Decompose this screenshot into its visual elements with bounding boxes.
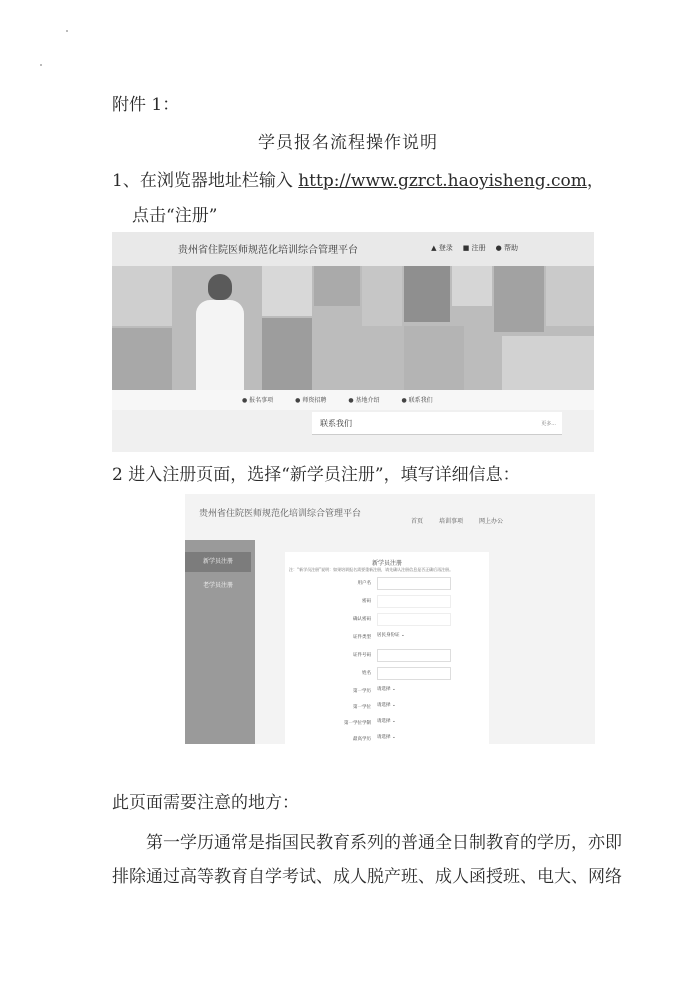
site-title: 贵州省住院医师规范化培训综合管理平台 [178, 245, 358, 256]
help-link[interactable]: ● 帮助 [495, 244, 518, 252]
chevron-down-icon: ⌄ [391, 719, 396, 724]
form-row [285, 612, 489, 628]
chevron-down-icon: ⌄ [391, 735, 396, 740]
field-label: 确认密码 [353, 617, 371, 622]
scan-mark [40, 64, 42, 66]
login-link[interactable]: ▲ 登录 [431, 244, 453, 252]
form-row [285, 594, 489, 610]
form-title: 新学员注册 [371, 560, 402, 567]
site-header [112, 232, 594, 266]
step1-prefix: 1、在浏览器地址栏输入 [112, 171, 299, 191]
step1-url-link[interactable]: http://www.gzrct.haoyisheng.com [298, 171, 587, 191]
nav-office[interactable]: 网上办公 [479, 518, 504, 525]
first-degree-select[interactable]: 请选择 ⌄ [377, 703, 396, 708]
top-nav [411, 516, 503, 525]
field-label: 姓名 [362, 671, 371, 676]
register-link[interactable]: ■ 注册 [462, 244, 486, 252]
sidebar [185, 540, 255, 744]
highest-education-select[interactable]: 请选择 ⌄ [377, 735, 396, 740]
step1-suffix: ， [586, 171, 604, 191]
user-icon: ▲ [431, 244, 437, 252]
id-number-input[interactable] [377, 649, 451, 662]
sidebar-item-new-student[interactable]: 新学员注册 [185, 552, 251, 572]
chevron-down-icon: ⌄ [391, 703, 396, 708]
step1-line [112, 170, 604, 192]
field-label: 证件号码 [353, 653, 371, 658]
form-row [285, 576, 489, 592]
username-input[interactable] [377, 577, 451, 590]
header-links [431, 243, 518, 253]
home-nav-bar [112, 390, 594, 410]
form-row [285, 648, 489, 664]
field-label: 用户名 [357, 581, 371, 586]
step1-click-register: 点击“注册” [132, 206, 218, 226]
contact-label: 联系我们 [320, 419, 352, 428]
nav-item[interactable]: ● 联系我们 [401, 397, 433, 404]
contact-more-link[interactable]: 更多... [541, 421, 556, 427]
password-input[interactable] [377, 595, 451, 608]
nav-item[interactable]: ● 师资招聘 [295, 397, 327, 404]
sidebar-item-old-student[interactable]: 老学员注册 [202, 582, 233, 589]
field-label: 第一学历 [353, 689, 371, 694]
form-row [285, 716, 489, 732]
nav-home[interactable]: 首页 [411, 518, 424, 525]
help-icon: ● [495, 244, 502, 252]
homepage-screenshot [112, 232, 594, 452]
form-row [285, 684, 489, 700]
attachment-label: 附件 1： [112, 95, 180, 115]
confirm-password-input[interactable] [377, 613, 451, 626]
doctor-figure [190, 274, 250, 390]
contact-panel [312, 412, 562, 435]
first-degree-length-select[interactable]: 请选择 ⌄ [377, 719, 396, 724]
form-row [285, 700, 489, 716]
form-note: 注：“新学员注册”说明：如果培训报名需要重新注册，请先确认注册信息是否正确后再注册。 [289, 567, 454, 572]
register-icon: ■ [462, 244, 470, 252]
field-label: 第一学位 [353, 705, 371, 710]
banner-image [112, 266, 594, 390]
chevron-down-icon: ⌄ [391, 687, 396, 692]
field-label: 证件类型 [353, 635, 371, 640]
field-label: 最高学历 [353, 737, 371, 742]
notes-heading: 此页面需要注意的地方： [112, 793, 299, 813]
field-label: 密码 [362, 599, 371, 604]
nav-item[interactable]: ● 基地介绍 [348, 397, 380, 404]
registration-form [285, 552, 489, 744]
paragraph-line-1: 第一学历通常是指国民教育系列的普通全日制教育的学历，亦即 [146, 833, 622, 853]
nav-item[interactable]: ● 报名事项 [242, 397, 274, 404]
step2-line: 2 进入注册页面，选择“新学员注册”，填写详细信息： [112, 465, 520, 485]
form-row [285, 630, 489, 646]
site-title: 贵州省住院医师规范化培训综合管理平台 [199, 509, 362, 519]
id-type-select[interactable]: 居民身份证 ⌄ [377, 633, 405, 638]
first-education-select[interactable]: 请选择 ⌄ [377, 687, 396, 692]
chevron-down-icon: ⌄ [400, 633, 405, 638]
form-row [285, 666, 489, 682]
register-page-screenshot [185, 494, 595, 744]
field-label: 第一学位学制 [344, 721, 371, 726]
form-row [285, 732, 489, 744]
paragraph-line-2: 排除通过高等教育自学考试、成人脱产班、成人函授班、电大、网络 [112, 867, 622, 887]
name-input[interactable] [377, 667, 451, 680]
nav-training[interactable]: 培训事项 [439, 518, 464, 525]
document-title: 学员报名流程操作说明 [258, 133, 438, 153]
scan-mark [66, 30, 68, 32]
